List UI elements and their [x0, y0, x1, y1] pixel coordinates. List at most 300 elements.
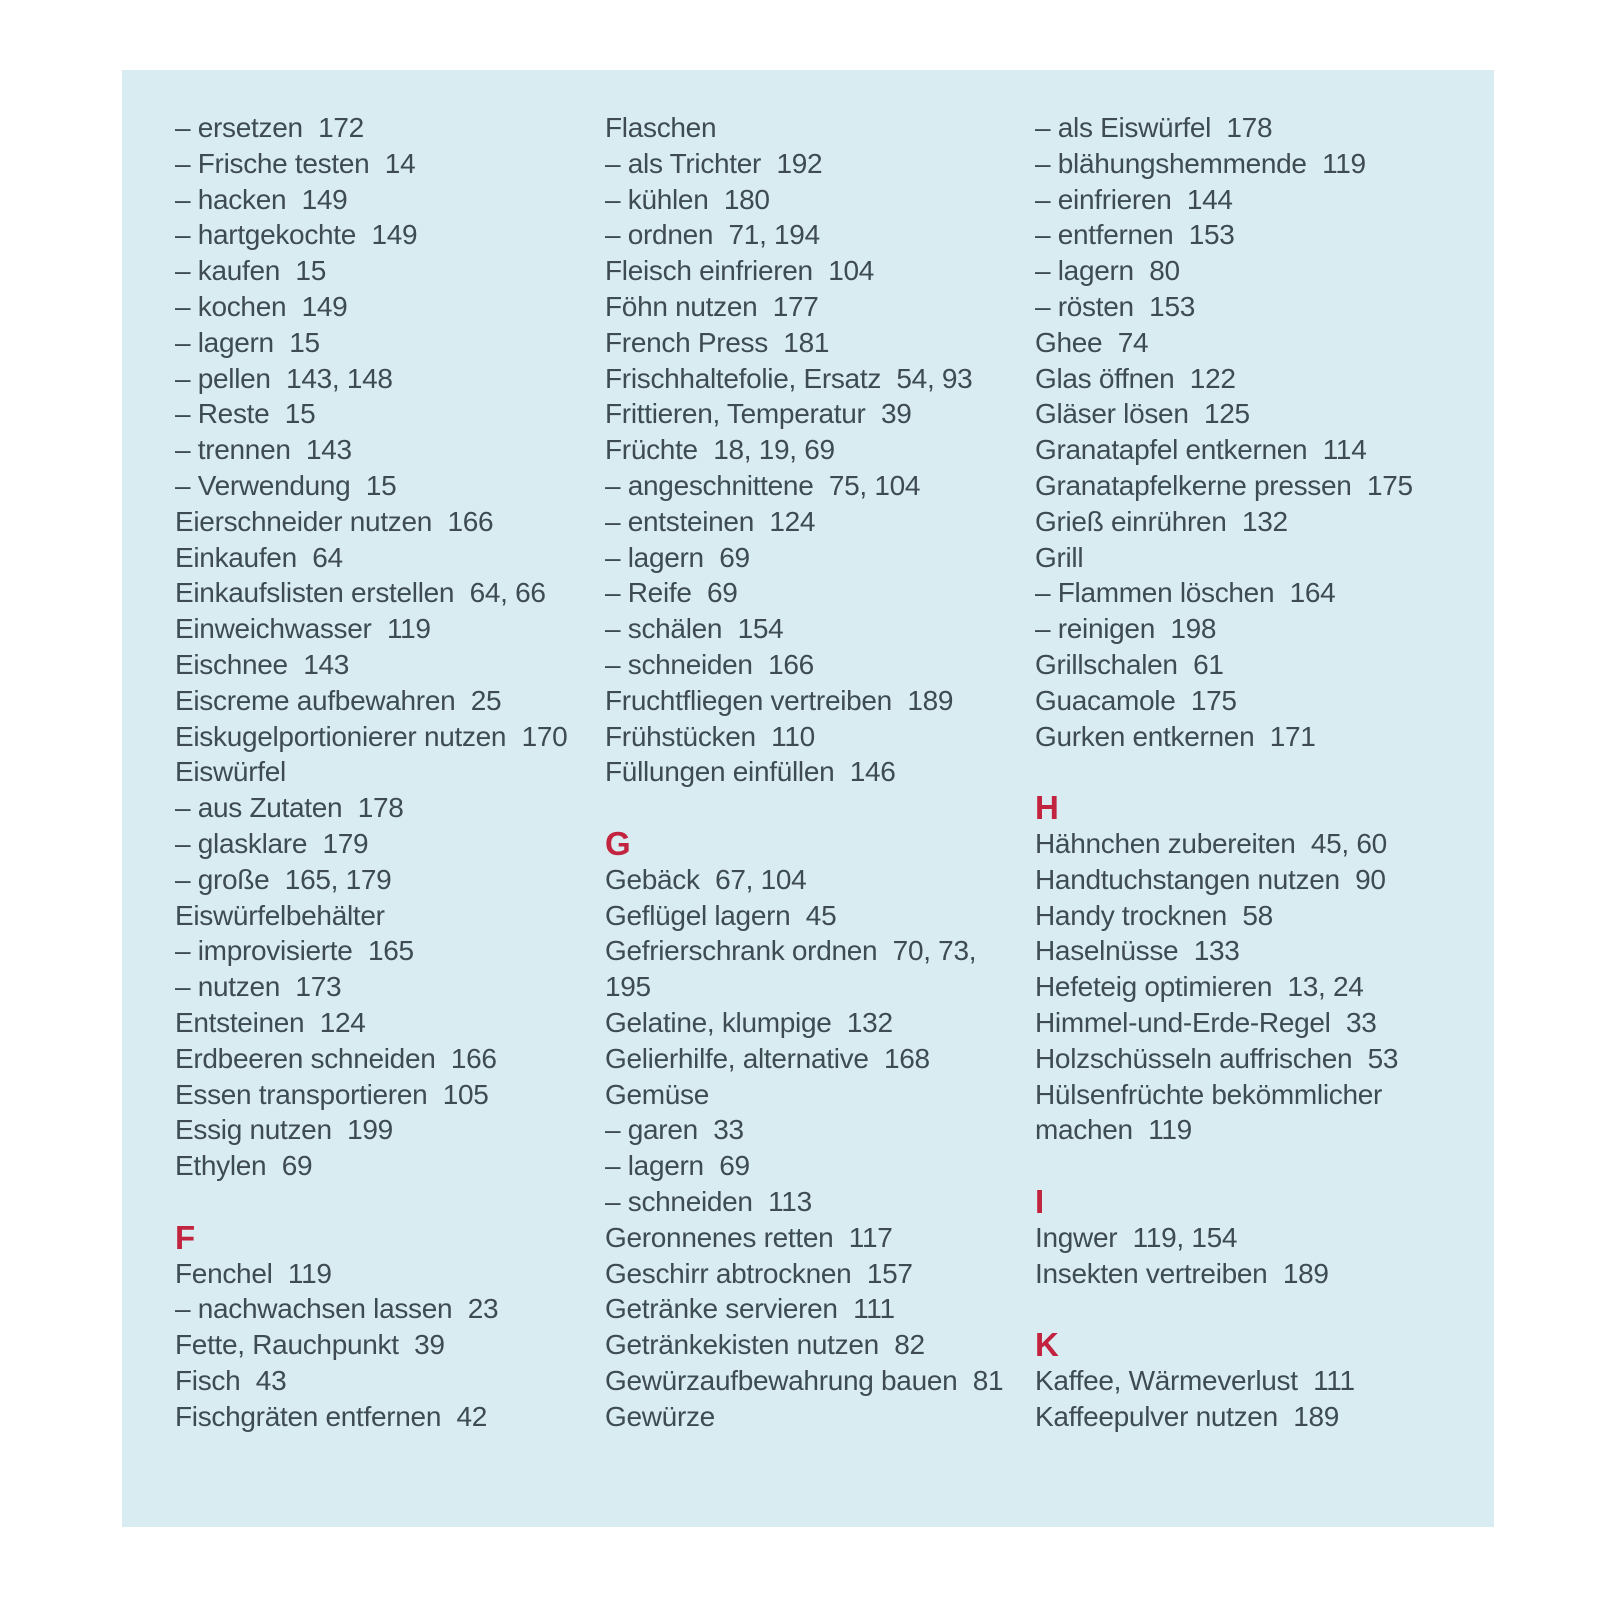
index-entry — [175, 1112, 591, 1148]
entry-pages: 154 — [737, 613, 784, 645]
entry-label: – Reste — [175, 398, 270, 430]
index-entry — [605, 719, 1021, 755]
entry-label: – garen — [605, 1114, 698, 1146]
index-entry — [175, 790, 591, 826]
entry-pages: 14 — [384, 147, 416, 179]
entry-pages: 168 — [884, 1042, 930, 1074]
entry-pages: 124 — [319, 1006, 366, 1038]
entry-pages: 113 — [768, 1185, 812, 1217]
entry-label: Fenchel — [175, 1257, 273, 1289]
index-entry — [1035, 1005, 1451, 1041]
entry-label: – pellen — [175, 362, 271, 394]
entry-label: – rösten — [1035, 290, 1134, 322]
index-entry — [605, 754, 1021, 790]
index-entry — [175, 182, 591, 218]
index-entry — [1035, 933, 1451, 969]
index-entry — [605, 540, 1021, 576]
entry-pages: 181 — [783, 326, 830, 358]
index-entry — [605, 1041, 1021, 1077]
entry-label: Himmel-und-Erde-Regel — [1035, 1006, 1331, 1038]
section-heading: H — [1035, 789, 1059, 827]
index-entry — [605, 217, 1021, 253]
entry-pages: 178 — [1226, 112, 1273, 143]
index-entry — [1035, 969, 1451, 1005]
entry-label: Granatapfel entkernen — [1035, 434, 1308, 466]
entry-pages: 90 — [1355, 863, 1386, 895]
entry-pages: 170 — [521, 720, 568, 752]
entry-label: Frühstücken — [605, 720, 756, 752]
entry-pages: 143, 148 — [286, 362, 393, 394]
entry-pages: 143 — [303, 648, 350, 680]
index-entry — [605, 110, 1021, 146]
index-entry — [605, 575, 1021, 611]
index-entry — [175, 969, 591, 1005]
index-entry — [1035, 289, 1451, 325]
entry-pages: 80 — [1149, 255, 1180, 287]
entry-pages: 69 — [719, 541, 750, 573]
entry-label: Frittieren, Temperatur — [605, 398, 866, 430]
entry-label: Getränkekisten nutzen — [605, 1329, 879, 1361]
entry-label: Eischnee — [175, 648, 288, 680]
entry-label: – lagern — [1035, 255, 1134, 287]
index-entry — [1035, 1399, 1451, 1435]
entry-label: – glasklare — [175, 827, 308, 859]
index-entry — [605, 253, 1021, 289]
entry-label: – entfernen — [1035, 219, 1174, 251]
entry-pages: 61 — [1193, 648, 1224, 680]
entry-label: Eiswürfelbehälter — [175, 899, 385, 931]
index-entry — [605, 325, 1021, 361]
index-entry — [175, 719, 591, 755]
index-entry — [605, 396, 1021, 432]
entry-label: – ordnen — [605, 219, 714, 251]
entry-label: – als Trichter — [605, 147, 762, 179]
entry-label: Geschirr abtrocknen — [605, 1257, 852, 1289]
entry-label: – lagern — [605, 1150, 704, 1182]
entry-label: Hülsenfrüchte bekömmlicher — [1035, 1078, 1383, 1110]
entry-label: – lagern — [605, 541, 704, 573]
entry-pages: 64 — [312, 541, 343, 573]
index-entry — [605, 361, 1021, 397]
entry-pages: 23 — [467, 1293, 499, 1325]
index-entry — [175, 253, 591, 289]
entry-label: – entsteinen — [605, 505, 754, 537]
index-entry — [1035, 432, 1451, 468]
entry-label: Ethylen — [175, 1150, 267, 1182]
index-entry — [605, 289, 1021, 325]
entry-label: French Press — [605, 326, 768, 358]
entry-pages: 15 — [295, 255, 326, 287]
index-entry — [1035, 217, 1451, 253]
index-entry — [605, 611, 1021, 647]
entry-pages: 45, 60 — [1310, 827, 1387, 859]
index-entry — [605, 1005, 1021, 1041]
index-entry — [1035, 1363, 1451, 1399]
entry-pages: 15 — [284, 398, 316, 430]
entry-pages: 42 — [456, 1400, 488, 1432]
index-entry — [1035, 575, 1451, 611]
entry-pages: 189 — [1282, 1257, 1329, 1289]
entry-label: Gläser lösen — [1035, 398, 1189, 430]
index-entry — [605, 1363, 1021, 1399]
index-entry — [605, 647, 1021, 683]
index-entry — [1035, 1220, 1451, 1256]
entry-pages: 146 — [849, 756, 896, 788]
index-entry — [605, 182, 1021, 218]
entry-pages: 198 — [1170, 613, 1217, 645]
index-entry — [1035, 898, 1451, 934]
spacer — [605, 790, 1021, 826]
index-entry — [1035, 146, 1451, 182]
entry-pages: 45 — [805, 899, 837, 931]
index-entry — [175, 432, 591, 468]
entry-label: Einkaufen — [175, 541, 297, 573]
entry-pages: 13, 24 — [1287, 971, 1364, 1003]
entry-pages: 180 — [723, 183, 770, 215]
entry-label: Gewürze — [605, 1400, 715, 1432]
entry-label: – blähungshemmende — [1035, 147, 1307, 179]
entry-pages: 179 — [322, 827, 369, 859]
entry-label: Eiscreme aufbewahren — [175, 684, 456, 716]
index-entry — [175, 683, 591, 719]
entry-label: – schälen — [605, 613, 723, 645]
entry-pages: 119, 154 — [1132, 1221, 1238, 1253]
entry-label: – hacken — [175, 183, 287, 215]
entry-pages: 18, 19, 69 — [713, 434, 835, 466]
entry-label: Entsteinen — [175, 1006, 305, 1038]
entry-pages: 149 — [301, 290, 348, 322]
entry-label: – Flammen löschen — [1035, 577, 1275, 609]
entry-label: – schneiden — [605, 1185, 753, 1217]
entry-label: Hähnchen zubereiten — [1035, 827, 1296, 859]
entry-pages: 133 — [1193, 935, 1240, 967]
index-entry — [605, 1184, 1021, 1220]
entry-pages: 114 — [1322, 434, 1367, 466]
entry-label: Fisch — [175, 1364, 241, 1396]
entry-pages: 122 — [1189, 362, 1236, 394]
entry-label: Fleisch einfrieren — [605, 255, 813, 287]
index-entry — [175, 540, 591, 576]
index-entry — [175, 110, 591, 146]
entry-label: Fischgräten entfernen — [175, 1400, 442, 1432]
index-entry — [605, 969, 1021, 1005]
entry-pages: 172 — [318, 112, 364, 143]
entry-pages: 153 — [1188, 219, 1235, 251]
entry-label: – kochen — [175, 290, 287, 322]
index-entry — [175, 1148, 591, 1184]
spacer — [1035, 1148, 1451, 1184]
index-entry — [605, 146, 1021, 182]
entry-pages: 39 — [414, 1329, 445, 1361]
index-entry — [175, 146, 591, 182]
entry-label: Gelierhilfe, alternative — [605, 1042, 869, 1074]
entry-label: Kaffee, Wärmeverlust — [1035, 1364, 1298, 1396]
index-entry — [605, 1327, 1021, 1363]
index-entry — [1035, 504, 1451, 540]
entry-label: Essen transportieren — [175, 1078, 428, 1110]
entry-label: Hefeteig optimieren — [1035, 971, 1273, 1003]
entry-pages: 125 — [1203, 398, 1250, 430]
entry-label: – nachwachsen lassen — [175, 1293, 453, 1325]
entry-label: – hartgekochte — [175, 219, 357, 251]
entry-pages: 119 — [1148, 1114, 1192, 1146]
entry-pages: 132 — [1241, 505, 1288, 537]
index-entry — [175, 1363, 591, 1399]
entry-label: Gurken entkernen — [1035, 720, 1255, 752]
section-heading: G — [605, 824, 631, 862]
index-entry — [605, 933, 1021, 969]
index-entry — [1035, 611, 1451, 647]
index-entry — [1035, 361, 1451, 397]
index-entry — [605, 1256, 1021, 1292]
entry-label: Flaschen — [605, 112, 717, 143]
index-entry — [1035, 826, 1451, 862]
index-entry — [175, 611, 591, 647]
entry-pages: 75, 104 — [828, 469, 921, 501]
entry-pages: 132 — [846, 1006, 893, 1038]
index-column-left — [175, 110, 605, 1527]
entry-label: Geronnenes retten — [605, 1221, 834, 1253]
entry-label: – ersetzen — [175, 112, 303, 143]
index-entry — [605, 1220, 1021, 1256]
entry-label: Eiskugelportionierer nutzen — [175, 720, 507, 752]
entry-pages: 119 — [287, 1257, 332, 1289]
entry-label: – Verwendung — [175, 469, 351, 501]
entry-pages: 171 — [1269, 720, 1316, 752]
entry-pages: 111 — [853, 1293, 895, 1325]
entry-pages: 175 — [1190, 684, 1237, 716]
entry-pages: 74 — [1117, 326, 1149, 358]
entry-label: Insekten vertreiben — [1035, 1257, 1268, 1289]
entry-pages: 157 — [866, 1257, 913, 1289]
entry-pages: 105 — [442, 1078, 489, 1110]
entry-label: – kühlen — [605, 183, 709, 215]
entry-label: Gewürzaufbewahrung bauen — [605, 1364, 958, 1396]
entry-label: Föhn nutzen — [605, 290, 758, 322]
index-entry — [175, 468, 591, 504]
entry-label: Gebäck — [605, 863, 700, 895]
spacer — [1035, 754, 1451, 790]
entry-label: 195 — [605, 971, 651, 1003]
entry-pages: 70, 73, — [892, 935, 977, 967]
entry-pages: 15 — [365, 469, 397, 501]
entry-label: – Frische testen — [175, 147, 370, 179]
index-entry — [605, 1077, 1021, 1113]
entry-pages: 110 — [771, 720, 815, 752]
section-heading: F — [175, 1218, 195, 1256]
entry-label: Handtuchstangen nutzen — [1035, 863, 1340, 895]
entry-label: – kaufen — [175, 255, 281, 287]
index-entry — [175, 1291, 591, 1327]
entry-label: Eierschneider nutzen — [175, 505, 433, 537]
index-entry — [1035, 253, 1451, 289]
index-entry — [605, 1399, 1021, 1435]
entry-pages: 58 — [1242, 899, 1273, 931]
entry-label: Grill — [1035, 541, 1084, 573]
entry-label: Grieß einrühren — [1035, 505, 1227, 537]
entry-pages: 111 — [1313, 1364, 1355, 1396]
entry-label: Essig nutzen — [175, 1114, 332, 1146]
entry-pages: 69 — [281, 1150, 313, 1182]
entry-pages: 117 — [848, 1221, 893, 1253]
index-entry — [605, 432, 1021, 468]
entry-label: – lagern — [175, 326, 274, 358]
entry-pages: 81 — [972, 1364, 1004, 1396]
index-entry — [175, 1077, 591, 1113]
index-entry — [1035, 396, 1451, 432]
entry-label: Fette, Rauchpunkt — [175, 1329, 399, 1361]
entry-pages: 104 — [828, 255, 875, 287]
index-entry — [175, 575, 591, 611]
entry-label: Frischhaltefolie, Ersatz — [605, 362, 882, 394]
index-entry — [1035, 468, 1451, 504]
entry-pages: 173 — [295, 971, 342, 1003]
entry-label: – angeschnittene — [605, 469, 814, 501]
entry-pages: 143 — [306, 434, 352, 466]
entry-pages: 178 — [357, 792, 404, 824]
entry-pages: 175 — [1366, 469, 1413, 501]
index-entry — [1035, 683, 1451, 719]
entry-pages: 71, 194 — [728, 219, 820, 251]
entry-label: – nutzen — [175, 971, 281, 1003]
entry-label: machen — [1035, 1114, 1133, 1146]
index-entry — [175, 1005, 591, 1041]
entry-label: – als Eiswürfel — [1035, 112, 1212, 143]
index-entry — [1035, 862, 1451, 898]
entry-pages: 39 — [880, 398, 912, 430]
entry-pages: 67, 104 — [715, 863, 807, 895]
entry-label: – Reife — [605, 577, 692, 609]
index-entry — [1035, 540, 1451, 576]
index-page-panel — [122, 70, 1494, 1527]
index-entry — [175, 754, 591, 790]
entry-label: Gelatine, klumpige — [605, 1006, 832, 1038]
entry-pages: 43 — [255, 1364, 287, 1396]
entry-pages: 165, 179 — [284, 863, 392, 895]
entry-label: – trennen — [175, 434, 291, 466]
index-entry — [1035, 110, 1451, 146]
index-entry — [175, 1327, 591, 1363]
entry-label: – improvisierte — [175, 935, 353, 967]
index-entry — [175, 1041, 591, 1077]
entry-pages: 189 — [1293, 1400, 1340, 1432]
entry-pages: 69 — [707, 577, 738, 609]
index-entry — [605, 1148, 1021, 1184]
entry-pages: 149 — [371, 219, 418, 251]
index-entry — [175, 1256, 591, 1292]
index-entry — [605, 504, 1021, 540]
entry-pages: 69 — [719, 1150, 750, 1182]
index-entry — [1035, 1041, 1451, 1077]
section-heading: I — [1035, 1182, 1044, 1220]
index-entry — [175, 504, 591, 540]
entry-label: Erdbeeren schneiden — [175, 1042, 436, 1074]
entry-pages: 149 — [301, 183, 348, 215]
entry-label: Gefrierschrank ordnen — [605, 935, 878, 967]
entry-label: Haselnüsse — [1035, 935, 1179, 967]
index-entry — [1035, 1112, 1451, 1148]
entry-label: Einweichwasser — [175, 613, 372, 645]
entry-label: Kaffeepulver nutzen — [1035, 1400, 1278, 1432]
entry-label: Früchte — [605, 434, 698, 466]
entry-label: Einkaufslisten erstellen — [175, 577, 455, 609]
entry-label: Guacamole — [1035, 684, 1176, 716]
index-entry — [605, 1291, 1021, 1327]
entry-pages: 53 — [1367, 1042, 1399, 1074]
entry-label: – reinigen — [1035, 613, 1155, 645]
index-entry — [605, 898, 1021, 934]
spacer — [175, 1184, 591, 1220]
entry-pages: 199 — [347, 1114, 393, 1146]
index-entry — [175, 898, 591, 934]
entry-pages: 33 — [713, 1114, 744, 1146]
entry-pages: 124 — [769, 505, 816, 537]
entry-pages: 166 — [768, 648, 814, 680]
index-entry — [175, 396, 591, 432]
entry-pages: 153 — [1149, 290, 1195, 322]
index-entry — [1035, 647, 1451, 683]
index-entry — [1035, 325, 1451, 361]
index-entry — [605, 862, 1021, 898]
entry-pages: 144 — [1186, 183, 1233, 215]
entry-pages: 189 — [907, 684, 954, 716]
spacer — [1035, 1291, 1451, 1327]
index-entry — [175, 1399, 591, 1435]
index-column-right — [1035, 110, 1465, 1527]
entry-label: Handy trocknen — [1035, 899, 1227, 931]
entry-label: – einfrieren — [1035, 183, 1172, 215]
entry-pages: 119 — [386, 613, 431, 645]
entry-label: – große — [175, 863, 270, 895]
entry-pages: 33 — [1345, 1006, 1377, 1038]
index-entry — [175, 826, 591, 862]
entry-pages: 192 — [776, 147, 823, 179]
entry-label: Geflügel lagern — [605, 899, 791, 931]
entry-label: Holzschüsseln auffrischen — [1035, 1042, 1353, 1074]
entry-label: Gemüse — [605, 1078, 710, 1110]
entry-label: Ingwer — [1035, 1221, 1118, 1253]
index-entry — [1035, 719, 1451, 755]
entry-pages: 164 — [1289, 577, 1336, 609]
section-heading: K — [1035, 1326, 1059, 1364]
index-entry — [1035, 1077, 1451, 1113]
index-column-middle — [605, 110, 1035, 1527]
entry-pages: 54, 93 — [896, 362, 973, 394]
index-entry — [1035, 182, 1451, 218]
entry-pages: 166 — [450, 1042, 497, 1074]
entry-label: Granatapfelkerne pressen — [1035, 469, 1352, 501]
entry-label: – schneiden — [605, 648, 753, 680]
index-entry — [175, 217, 591, 253]
index-entry — [175, 289, 591, 325]
index-entry — [175, 361, 591, 397]
entry-label: Grillschalen — [1035, 648, 1178, 680]
entry-label: – aus Zutaten — [175, 792, 343, 824]
index-entry — [605, 468, 1021, 504]
index-entry — [175, 647, 591, 683]
entry-label: Fruchtfliegen vertreiben — [605, 684, 892, 716]
entry-pages: 25 — [470, 684, 502, 716]
index-entry — [175, 933, 591, 969]
entry-pages: 177 — [772, 290, 819, 322]
index-entry — [175, 325, 591, 361]
entry-label: Ghee — [1035, 326, 1103, 358]
entry-label: Eiswürfel — [175, 756, 286, 788]
entry-pages: 64, 66 — [469, 577, 546, 609]
index-entry — [605, 683, 1021, 719]
index-entry — [1035, 1256, 1451, 1292]
entry-label: Glas öffnen — [1035, 362, 1175, 394]
